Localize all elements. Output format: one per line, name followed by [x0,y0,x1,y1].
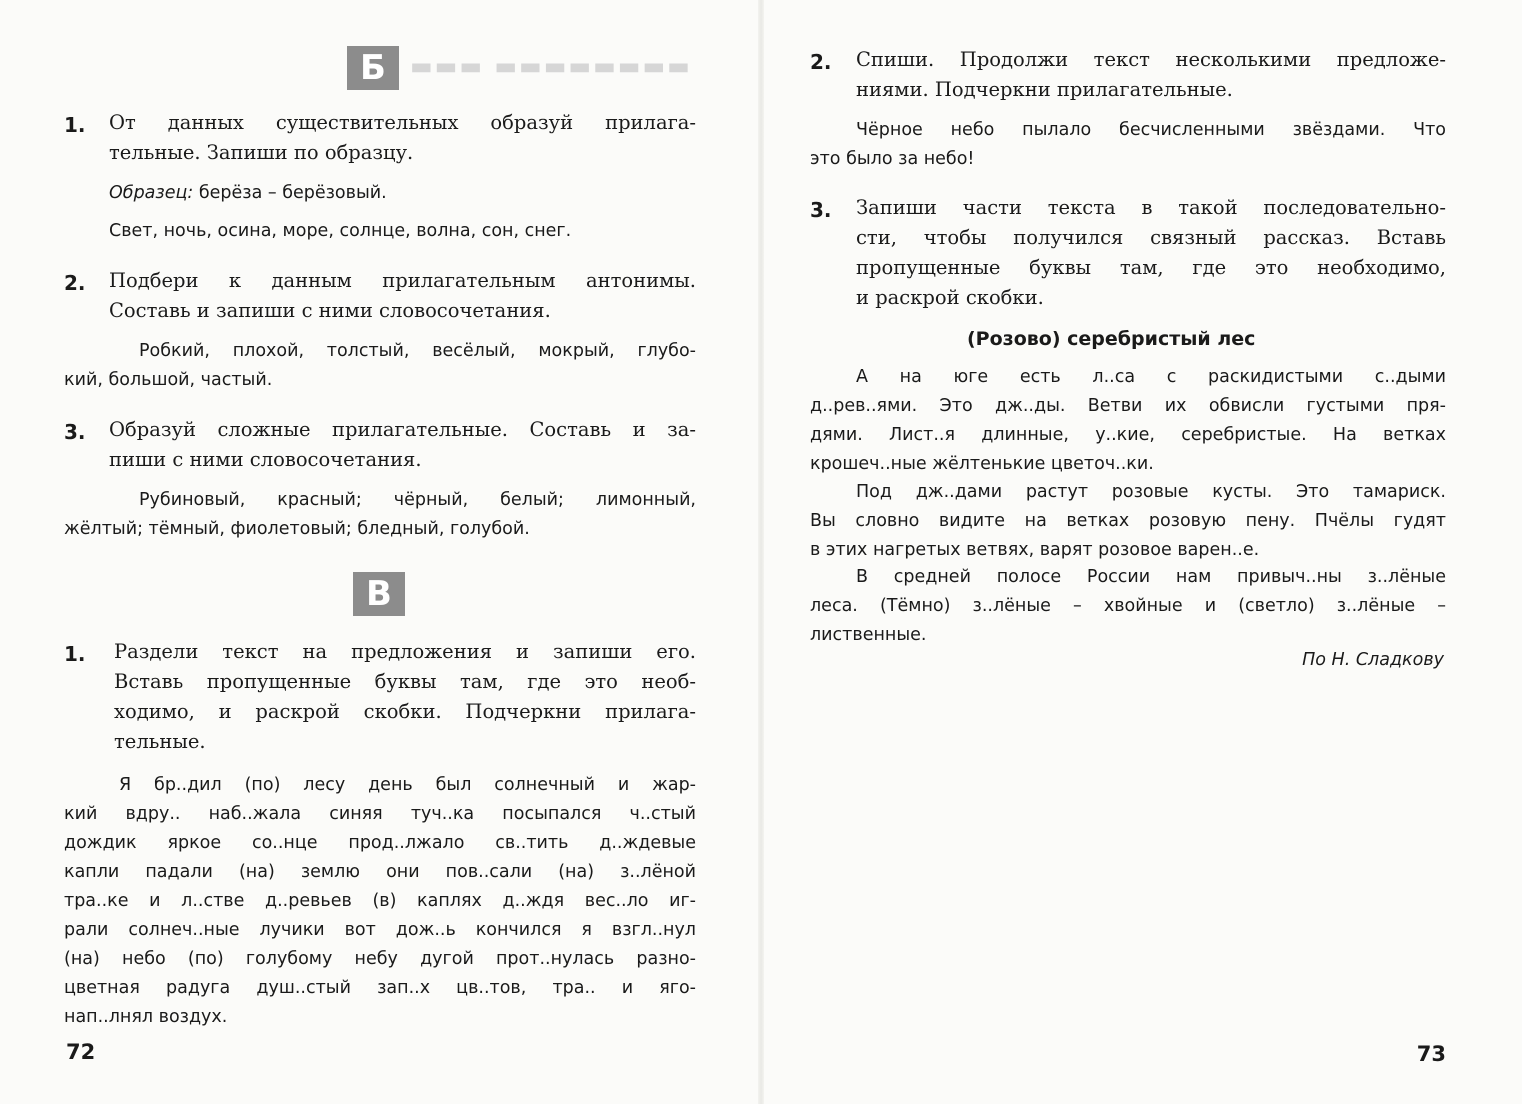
task-number: 3. [810,198,832,222]
exercise-text: Чёрное небо пылало бесчисленными звёздами. Что это было за небо! [810,120,1446,169]
task-number: 2. [810,50,832,74]
task-number: 2. [64,271,86,295]
section-v-badge: В [353,572,405,616]
task-v1 [64,637,696,1032]
task-instruction: Подбери к данным прилагательным антонимы. Составь и запиши с ними словосочетания. [109,269,696,322]
task-instruction: Спиши. Продолжи текст несколькими предложе- ниями. Подчеркни прилагательные. [856,48,1446,101]
word-list: Свет, ночь, осина, море, солнце, волна, сон, снег. [109,221,572,241]
page-number-left: 72 [66,1040,96,1064]
bleed-through-text: ▬▬▬ ▬▬▬▬▬▬▬▬ [410,52,692,80]
word-list: Рубиновый, красный; чёрный, белый; лимонный, жёлтый; тёмный, фиолетовый; бледный, голубой. [64,490,696,539]
task-b3 [64,415,696,544]
exercise-text: Я бр..дил (по) лесу день был солнечный и жар- кий вдру.. наб..жала синяя туч..ка посыпался ч..стый дождик яркое со..нце прод..лжало св..тить д..ждевые капли падали (на) землю они пов..сали (на) з..лёной тра..ке и л..стве д..ревьев (в) каплях д..ждя вес..ло иг- рали солнеч..ные лучики вот дож..ь кончился я взгл..нул (на) небо (по) голубому небу дугой прот..нулась разно- цветная радуга душ..стый зап..х цв..тов, тра.. и яго- нап..лнял воздух. [64,775,696,1027]
task-number: 1. [64,113,86,137]
story-title: (Розово) серебристый лес [967,328,1256,350]
page-number-right: 73 [1416,1042,1446,1066]
task-instruction: Образуй сложные прилагательные. Составь и за- пиши с ними словосочетания. [109,418,696,471]
task-instruction: Запиши части текста в такой последовательно- сти, чтобы получился связный рассказ. Вставь пропущенные буквы там, где это необходимо, и раскрой скобки. [856,196,1446,309]
paragraph-1: А на юге есть л..са с раскидистыми с..дыми д..рев..ями. Это дж..ды. Ветви их обвисли густыми пря- дями. Лист..я длинные, у..кие, серебристые. На ветках крошеч..ные жёлтенькие цветоч..ки. [810,367,1446,474]
sample-text: берёза – берёзовый. [198,183,387,203]
task-3 [810,193,1446,313]
task-instruction: Раздели текст на предложения и запиши его. Вставь пропущенные буквы там, где это необ- ходимо, и раскрой скобки. Подчеркни прилага- тельные. [114,640,696,753]
task-b2 [64,266,696,395]
left-page [0,0,760,1104]
right-page [760,0,1522,1104]
task-b1 [64,108,696,246]
task-instruction: От данных существительных образуй прилага- тельные. Запиши по образцу. [109,111,696,164]
author-credit: По Н. Сладкову [1302,650,1444,670]
task-number: 1. [64,642,86,666]
paragraph-3: В средней полосе России нам привыч..ны з..лёные леса. (Тёмно) з..лёные – хвойные и (светло) з..лёные – лиственные. [810,567,1446,645]
word-list: Робкий, плохой, толстый, весёлый, мокрый, глубо- кий, большой, частый. [64,341,696,390]
section-b-badge: Б [347,46,399,90]
sample-label: Образец: [109,183,194,203]
paragraph-2: Под дж..дами растут розовые кусты. Это тамариск. Вы словно видите на ветках розовую пену. Пчёлы гудят в этих нагретых ветвях, варят розовое варен..е. [810,482,1446,560]
sample-line [109,179,696,208]
task-2 [810,45,1446,174]
task-number: 3. [64,420,86,444]
